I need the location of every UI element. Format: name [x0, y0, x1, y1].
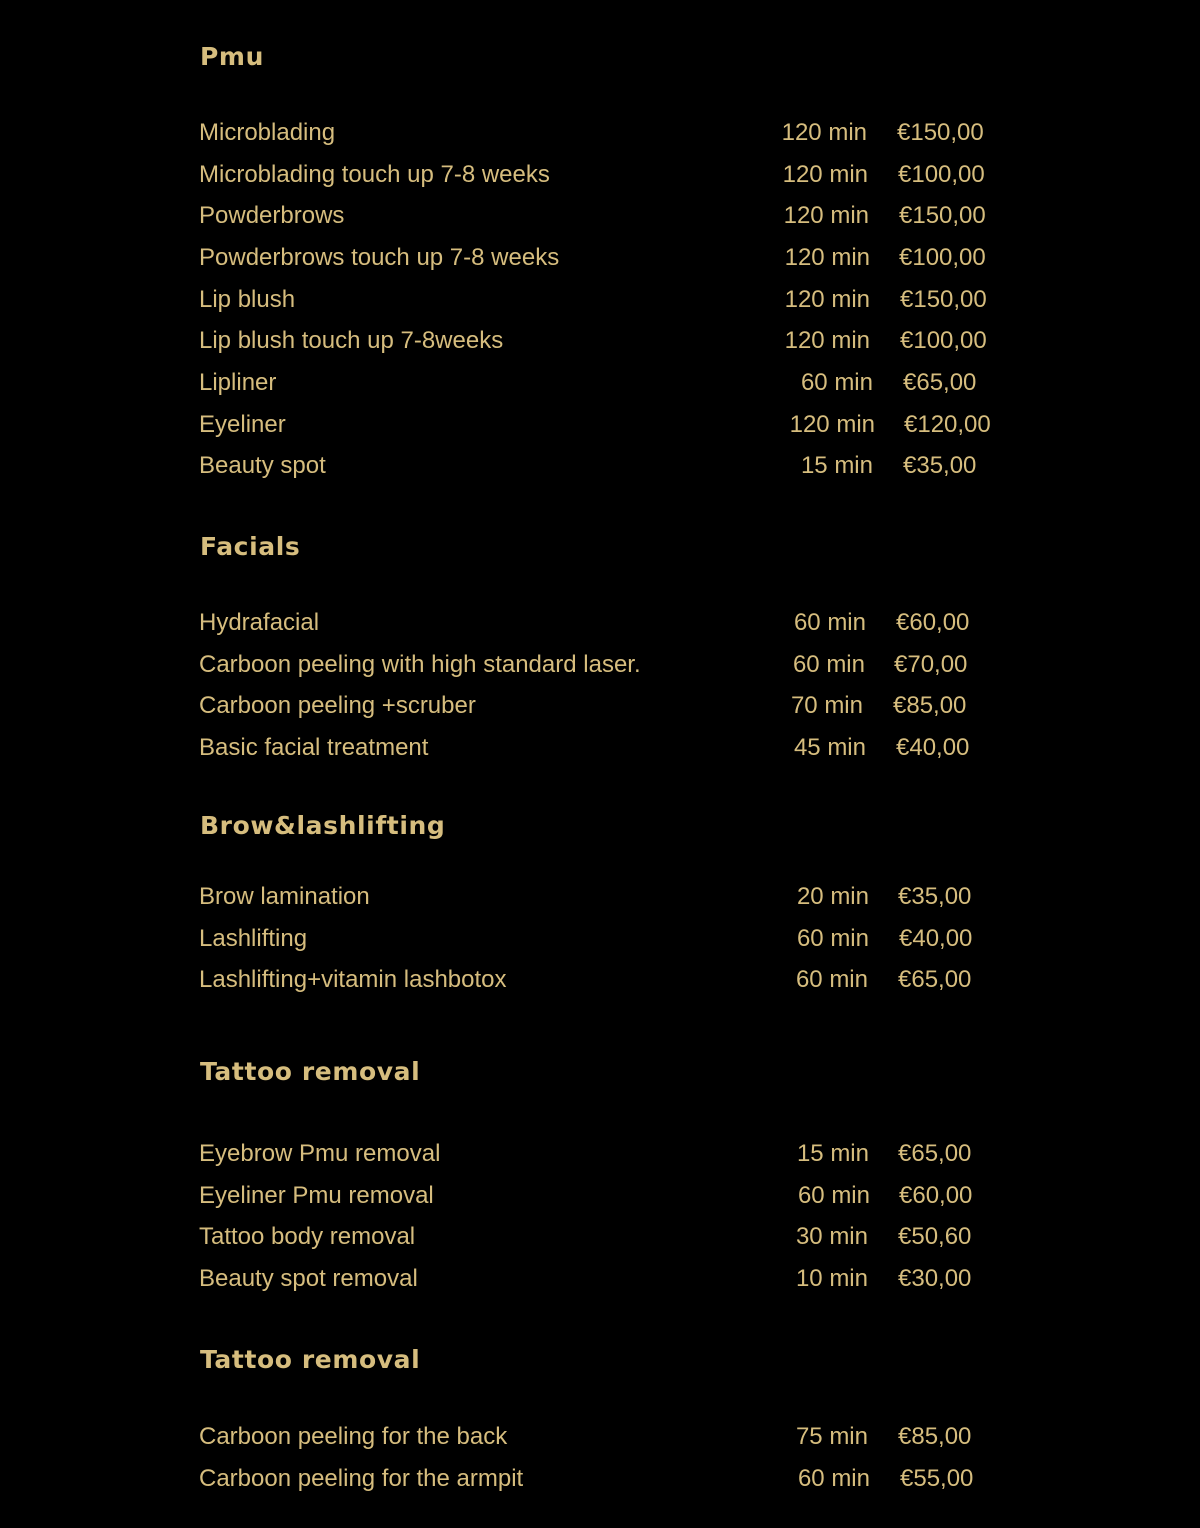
- item-name: Carboon peeling for the back: [199, 1423, 508, 1450]
- item-price: €85,00: [893, 692, 967, 719]
- section-title-pmu: Pmu: [200, 42, 264, 71]
- item-price: €150,00: [897, 119, 984, 146]
- item-price: €100,00: [898, 161, 985, 188]
- section-title-tattoo-removal: Tattoo removal: [200, 1057, 421, 1086]
- item-duration: 120 min: [789, 411, 875, 438]
- item-name: Carboon peeling for the armpit: [199, 1465, 524, 1492]
- item-price: €50,60: [898, 1223, 972, 1250]
- item-price: €35,00: [903, 452, 977, 479]
- item-name: Powderbrows touch up 7-8 weeks: [199, 244, 560, 271]
- menu-item: [0, 451, 1200, 481]
- item-duration: 60 min: [800, 369, 873, 396]
- item-price: €40,00: [899, 925, 973, 952]
- item-name: Lip blush: [199, 286, 296, 313]
- item-price: €85,00: [898, 1423, 972, 1450]
- item-duration: 60 min: [796, 925, 869, 952]
- item-name: Eyeliner Pmu removal: [199, 1182, 434, 1209]
- item-name: Eyeliner: [199, 411, 286, 438]
- item-duration: 15 min: [796, 1140, 869, 1167]
- item-name: Carboon peeling with high standard laser.: [199, 651, 641, 678]
- item-name: Lip blush touch up 7-8weeks: [199, 327, 504, 354]
- item-price: €65,00: [898, 966, 972, 993]
- menu-item: [0, 691, 1200, 721]
- item-price: €150,00: [900, 286, 987, 313]
- section-title-facials: Facials: [200, 532, 301, 561]
- item-price: €60,00: [896, 609, 970, 636]
- item-duration: 60 min: [795, 966, 868, 993]
- menu-item: [0, 243, 1200, 273]
- item-duration: 75 min: [795, 1423, 868, 1450]
- item-name: Beauty spot: [199, 452, 326, 479]
- item-price: €70,00: [894, 651, 968, 678]
- item-duration: 60 min: [797, 1465, 870, 1492]
- item-name: Beauty spot removal: [199, 1265, 418, 1292]
- menu-item: [0, 1264, 1200, 1294]
- item-duration: 30 min: [795, 1223, 868, 1250]
- item-price: €30,00: [898, 1265, 972, 1292]
- menu-item: [0, 965, 1200, 995]
- menu-item: [0, 160, 1200, 190]
- menu-item: [0, 326, 1200, 356]
- menu-item: [0, 650, 1200, 680]
- item-duration: 60 min: [792, 651, 865, 678]
- item-duration: 45 min: [793, 734, 866, 761]
- item-price: €65,00: [903, 369, 977, 396]
- menu-item: [0, 924, 1200, 954]
- item-name: Microblading: [199, 119, 336, 146]
- item-duration: 20 min: [796, 883, 869, 910]
- item-name: Hydrafacial: [199, 609, 320, 636]
- item-name: Tattoo body removal: [199, 1223, 416, 1250]
- item-duration: 120 min: [784, 286, 870, 313]
- item-duration: 120 min: [782, 161, 868, 188]
- item-name: Eyebrow Pmu removal: [199, 1140, 441, 1167]
- item-duration: 15 min: [800, 452, 873, 479]
- section-title-brow-lashlifting: Brow&lashlifting: [200, 811, 446, 840]
- item-price: €60,00: [899, 1182, 973, 1209]
- item-name: Lipliner: [199, 369, 277, 396]
- menu-item: [0, 1139, 1200, 1169]
- item-name: Brow lamination: [199, 883, 370, 910]
- item-name: Basic facial treatment: [199, 734, 429, 761]
- menu-item: [0, 1422, 1200, 1452]
- menu-item: [0, 118, 1200, 148]
- menu-item: [0, 733, 1200, 763]
- menu-item: [0, 201, 1200, 231]
- item-duration: 60 min: [797, 1182, 870, 1209]
- item-price: €100,00: [900, 327, 987, 354]
- item-price: €150,00: [899, 202, 986, 229]
- item-duration: 120 min: [784, 327, 870, 354]
- menu-item: [0, 1464, 1200, 1494]
- menu-item: [0, 1222, 1200, 1252]
- item-price: €120,00: [904, 411, 991, 438]
- item-price: €40,00: [896, 734, 970, 761]
- item-duration: 120 min: [784, 244, 870, 271]
- item-duration: 60 min: [793, 609, 866, 636]
- item-price: €65,00: [898, 1140, 972, 1167]
- item-name: Lashlifting+vitamin lashbotox: [199, 966, 507, 993]
- item-name: Lashlifting: [199, 925, 308, 952]
- menu-item: [0, 882, 1200, 912]
- item-price: €55,00: [900, 1465, 974, 1492]
- item-name: Powderbrows: [199, 202, 345, 229]
- item-duration: 70 min: [790, 692, 863, 719]
- menu-item: [0, 1181, 1200, 1211]
- item-duration: 10 min: [795, 1265, 868, 1292]
- item-name: Microblading touch up 7-8 weeks: [199, 161, 550, 188]
- item-price: €100,00: [899, 244, 986, 271]
- item-duration: 120 min: [783, 202, 869, 229]
- item-price: €35,00: [898, 883, 972, 910]
- item-duration: 120 min: [781, 119, 867, 146]
- menu-item: [0, 410, 1200, 440]
- item-name: Carboon peeling +scruber: [199, 692, 476, 719]
- section-title-tattoo-removal-2: Tattoo removal: [200, 1345, 421, 1374]
- menu-item: [0, 368, 1200, 398]
- menu-item: [0, 608, 1200, 638]
- menu-item: [0, 285, 1200, 315]
